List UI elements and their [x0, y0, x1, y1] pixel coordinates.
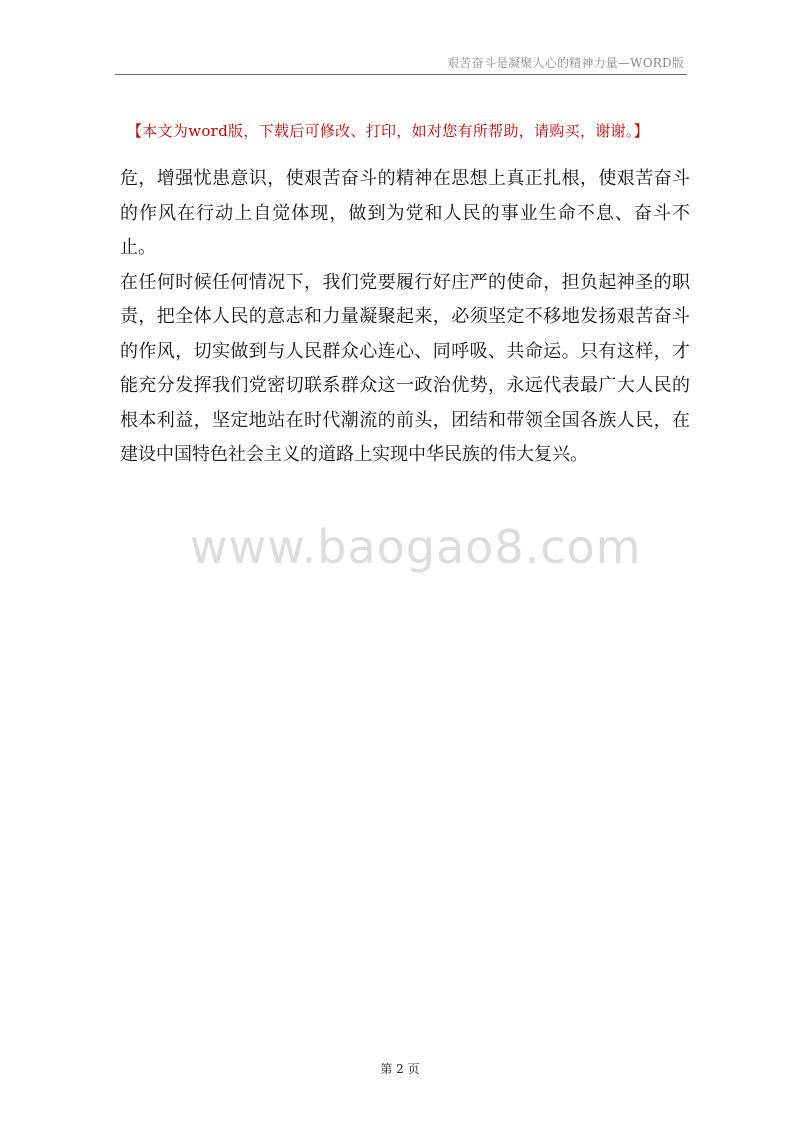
header-title: 艰苦奋斗是凝聚人心的精神力量—WORD版 — [447, 56, 684, 70]
page-number: 第 2 页 — [380, 1062, 420, 1076]
paragraph: 危，增强忧患意识，使艰苦奋斗的精神在思想上真正扎根，使艰苦奋斗的作风在行动上自觉体现，做到为党和人民的事业生命不息、奋斗不止。 — [120, 168, 690, 258]
download-notice: 【本文为word版，下载后可修改、打印，如对您有所帮助，请购买，谢谢。】 — [127, 122, 649, 140]
body-text — [120, 162, 690, 473]
paragraph: 在任何时候任何情况下，我们党要履行好庄严的使命，担负起神圣的职责，把全体人民的意志和力量凝聚起来，必须坚定不移地发扬艰苦奋斗的作风，切实做到与人民群众心连心、同呼吸、共命运。只有这样，才能充分发挥我们党密切联系群众这一政治优势，永远代表最广大人民的根本利益，坚定地站在时代潮流的前头，团结和带领全国各族人民，在建设中国特色社会主义的道路上实现中华民族的伟大复兴。 — [120, 271, 690, 465]
watermark: www.baogao8.com — [190, 520, 642, 574]
header-divider — [115, 74, 687, 75]
